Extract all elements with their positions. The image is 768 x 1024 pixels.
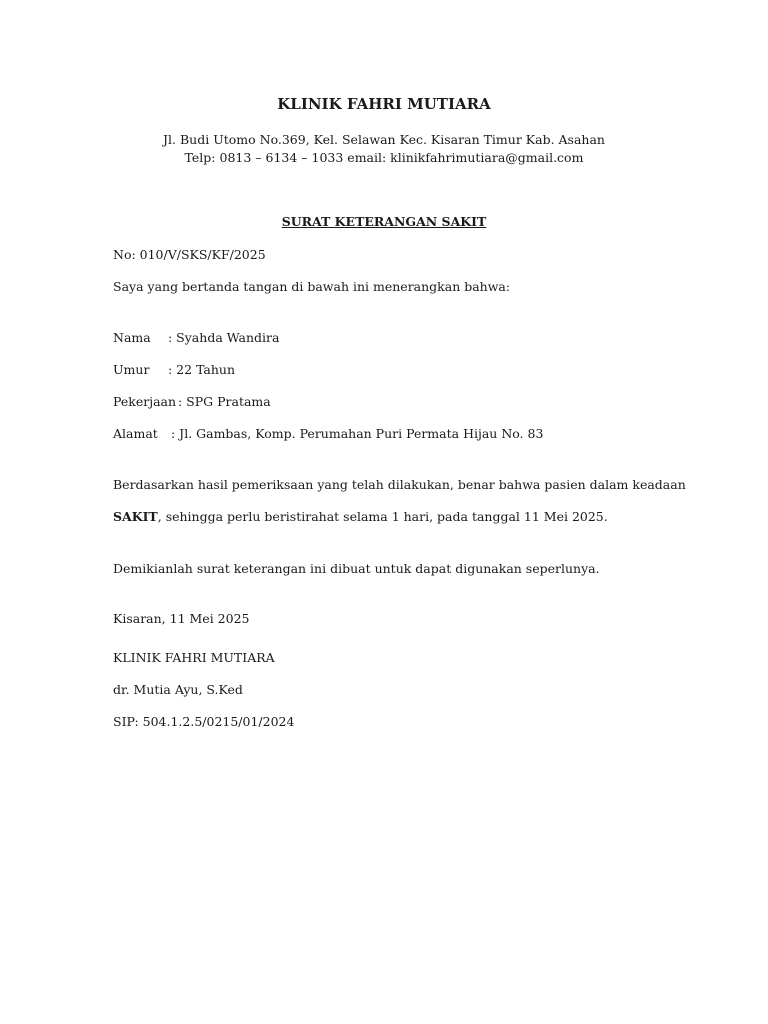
- patient-address-row: [113, 426, 543, 442]
- patient-name-label: Nama: [113, 330, 151, 345]
- signature-doctor: dr. Mutia Ayu, S.Ked: [113, 682, 243, 697]
- letter-number: No: 010/V/SKS/KF/2025: [113, 247, 266, 262]
- patient-job-label: Pekerjaan: [113, 394, 177, 409]
- patient-job-row: [113, 394, 271, 410]
- patient-name-value: : Syahda Wandira: [168, 330, 280, 345]
- patient-age-value: : 22 Tahun: [168, 362, 236, 377]
- clinic-address: Jl. Budi Utomo No.369, Kel. Selawan Kec. Kisaran Timur Kab. Asahan: [163, 132, 605, 147]
- clinic-contact: Telp: 0813 – 6134 – 1033 email: klinikfahrimutiara@gmail.com: [184, 150, 584, 165]
- clinic-name: KLINIK FAHRI MUTIARA: [277, 95, 491, 113]
- patient-address-label: Alamat: [113, 426, 158, 441]
- letter-title: SURAT KETERANGAN SAKIT: [281, 214, 487, 229]
- place-date: Kisaran, 11 Mei 2025: [113, 611, 250, 626]
- statement-line-2-rest: , sehingga perlu beristirahat selama 1 hari, pada tanggal 11 Mei 2025.: [157, 509, 608, 524]
- signature-sip: SIP: 504.1.2.5/0215/01/2024: [113, 714, 295, 729]
- patient-age-row: [113, 362, 235, 378]
- letter-intro: Saya yang bertanda tangan di bawah ini menerangkan bahwa:: [113, 279, 511, 294]
- statement-line-1: Berdasarkan hasil pemeriksaan yang telah dilakukan, benar bahwa pasien dalam keadaan: [113, 477, 686, 492]
- patient-job-value: : SPG Pratama: [178, 394, 271, 409]
- signature-clinic: KLINIK FAHRI MUTIARA: [113, 650, 275, 665]
- statement-sick-word: SAKIT: [113, 509, 158, 524]
- closing-statement: Demikianlah surat keterangan ini dibuat untuk dapat digunakan seperlunya.: [113, 561, 600, 576]
- statement-line-2: [113, 509, 608, 525]
- patient-name-row: [113, 330, 279, 346]
- patient-age-label: Umur: [113, 362, 150, 377]
- patient-address-value: : Jl. Gambas, Komp. Perumahan Puri Permata Hijau No. 83: [171, 426, 544, 441]
